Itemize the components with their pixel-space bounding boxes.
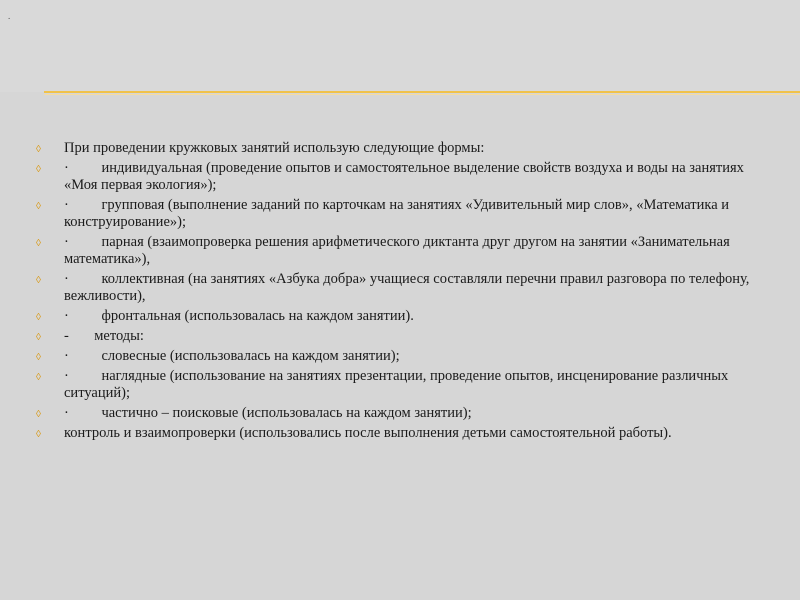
small-diamond-icon: ◊ [36,238,41,249]
list-item-text: · словесные (использовалась на каждом занятии); [64,348,400,364]
list-item [36,234,766,268]
list-item-text: · парная (взаимопроверка решения арифметического диктанта друг другом на занятии «Занимательная математика»), [64,234,734,267]
list-item-text: · индивидуальная (проведение опытов и самостоятельное выделение свойств воздуха и воды на занятиях «Моя первая экология»); [64,160,748,193]
list-item [36,197,766,231]
corner-mark: . [8,11,11,21]
list-item [36,368,766,402]
list-item-text: · коллективная (на занятиях «Азбука добра» учащиеся составляли перечни правил разговора по телефону, вежливости), [64,271,754,304]
list-item-text: · наглядные (использование на занятиях презентации, проведение опытов, инсценирование различных ситуаций); [64,368,732,401]
small-diamond-icon: ◊ [36,429,41,440]
small-diamond-icon: ◊ [36,312,41,323]
bullet-list [36,140,766,445]
list-item-text: При проведении кружковых занятий использую следующие формы: [64,140,485,156]
list-item-text: · групповая (выполнение заданий по карточкам на занятиях «Удивительный мир слов», «Математика и конструирование»); [64,197,733,230]
title-divider-shadow [44,94,800,95]
list-item [36,328,766,345]
title-divider-line [44,91,800,93]
small-diamond-icon: ◊ [36,275,41,286]
list-item [36,405,766,422]
list-item-text: · частично – поисковые (использовалась на каждом занятии); [64,405,472,421]
list-item [36,140,766,157]
list-item [36,425,766,442]
small-diamond-icon: ◊ [36,201,41,212]
list-item-text: · фронтальная (использовалась на каждом занятии). [64,308,414,324]
list-item-text: контроль и взаимопроверки (использовались после выполнения детьми самостоятельной работы). [64,425,672,441]
small-diamond-icon: ◊ [36,164,41,175]
small-diamond-icon: ◊ [36,144,41,155]
list-item [36,160,766,194]
small-diamond-icon: ◊ [36,352,41,363]
list-item [36,308,766,325]
small-diamond-icon: ◊ [36,372,41,383]
title-area [0,0,800,92]
list-item [36,271,766,305]
small-diamond-icon: ◊ [36,332,41,343]
small-diamond-icon: ◊ [36,409,41,420]
list-item-text: - методы: [64,328,144,344]
list-item [36,348,766,365]
